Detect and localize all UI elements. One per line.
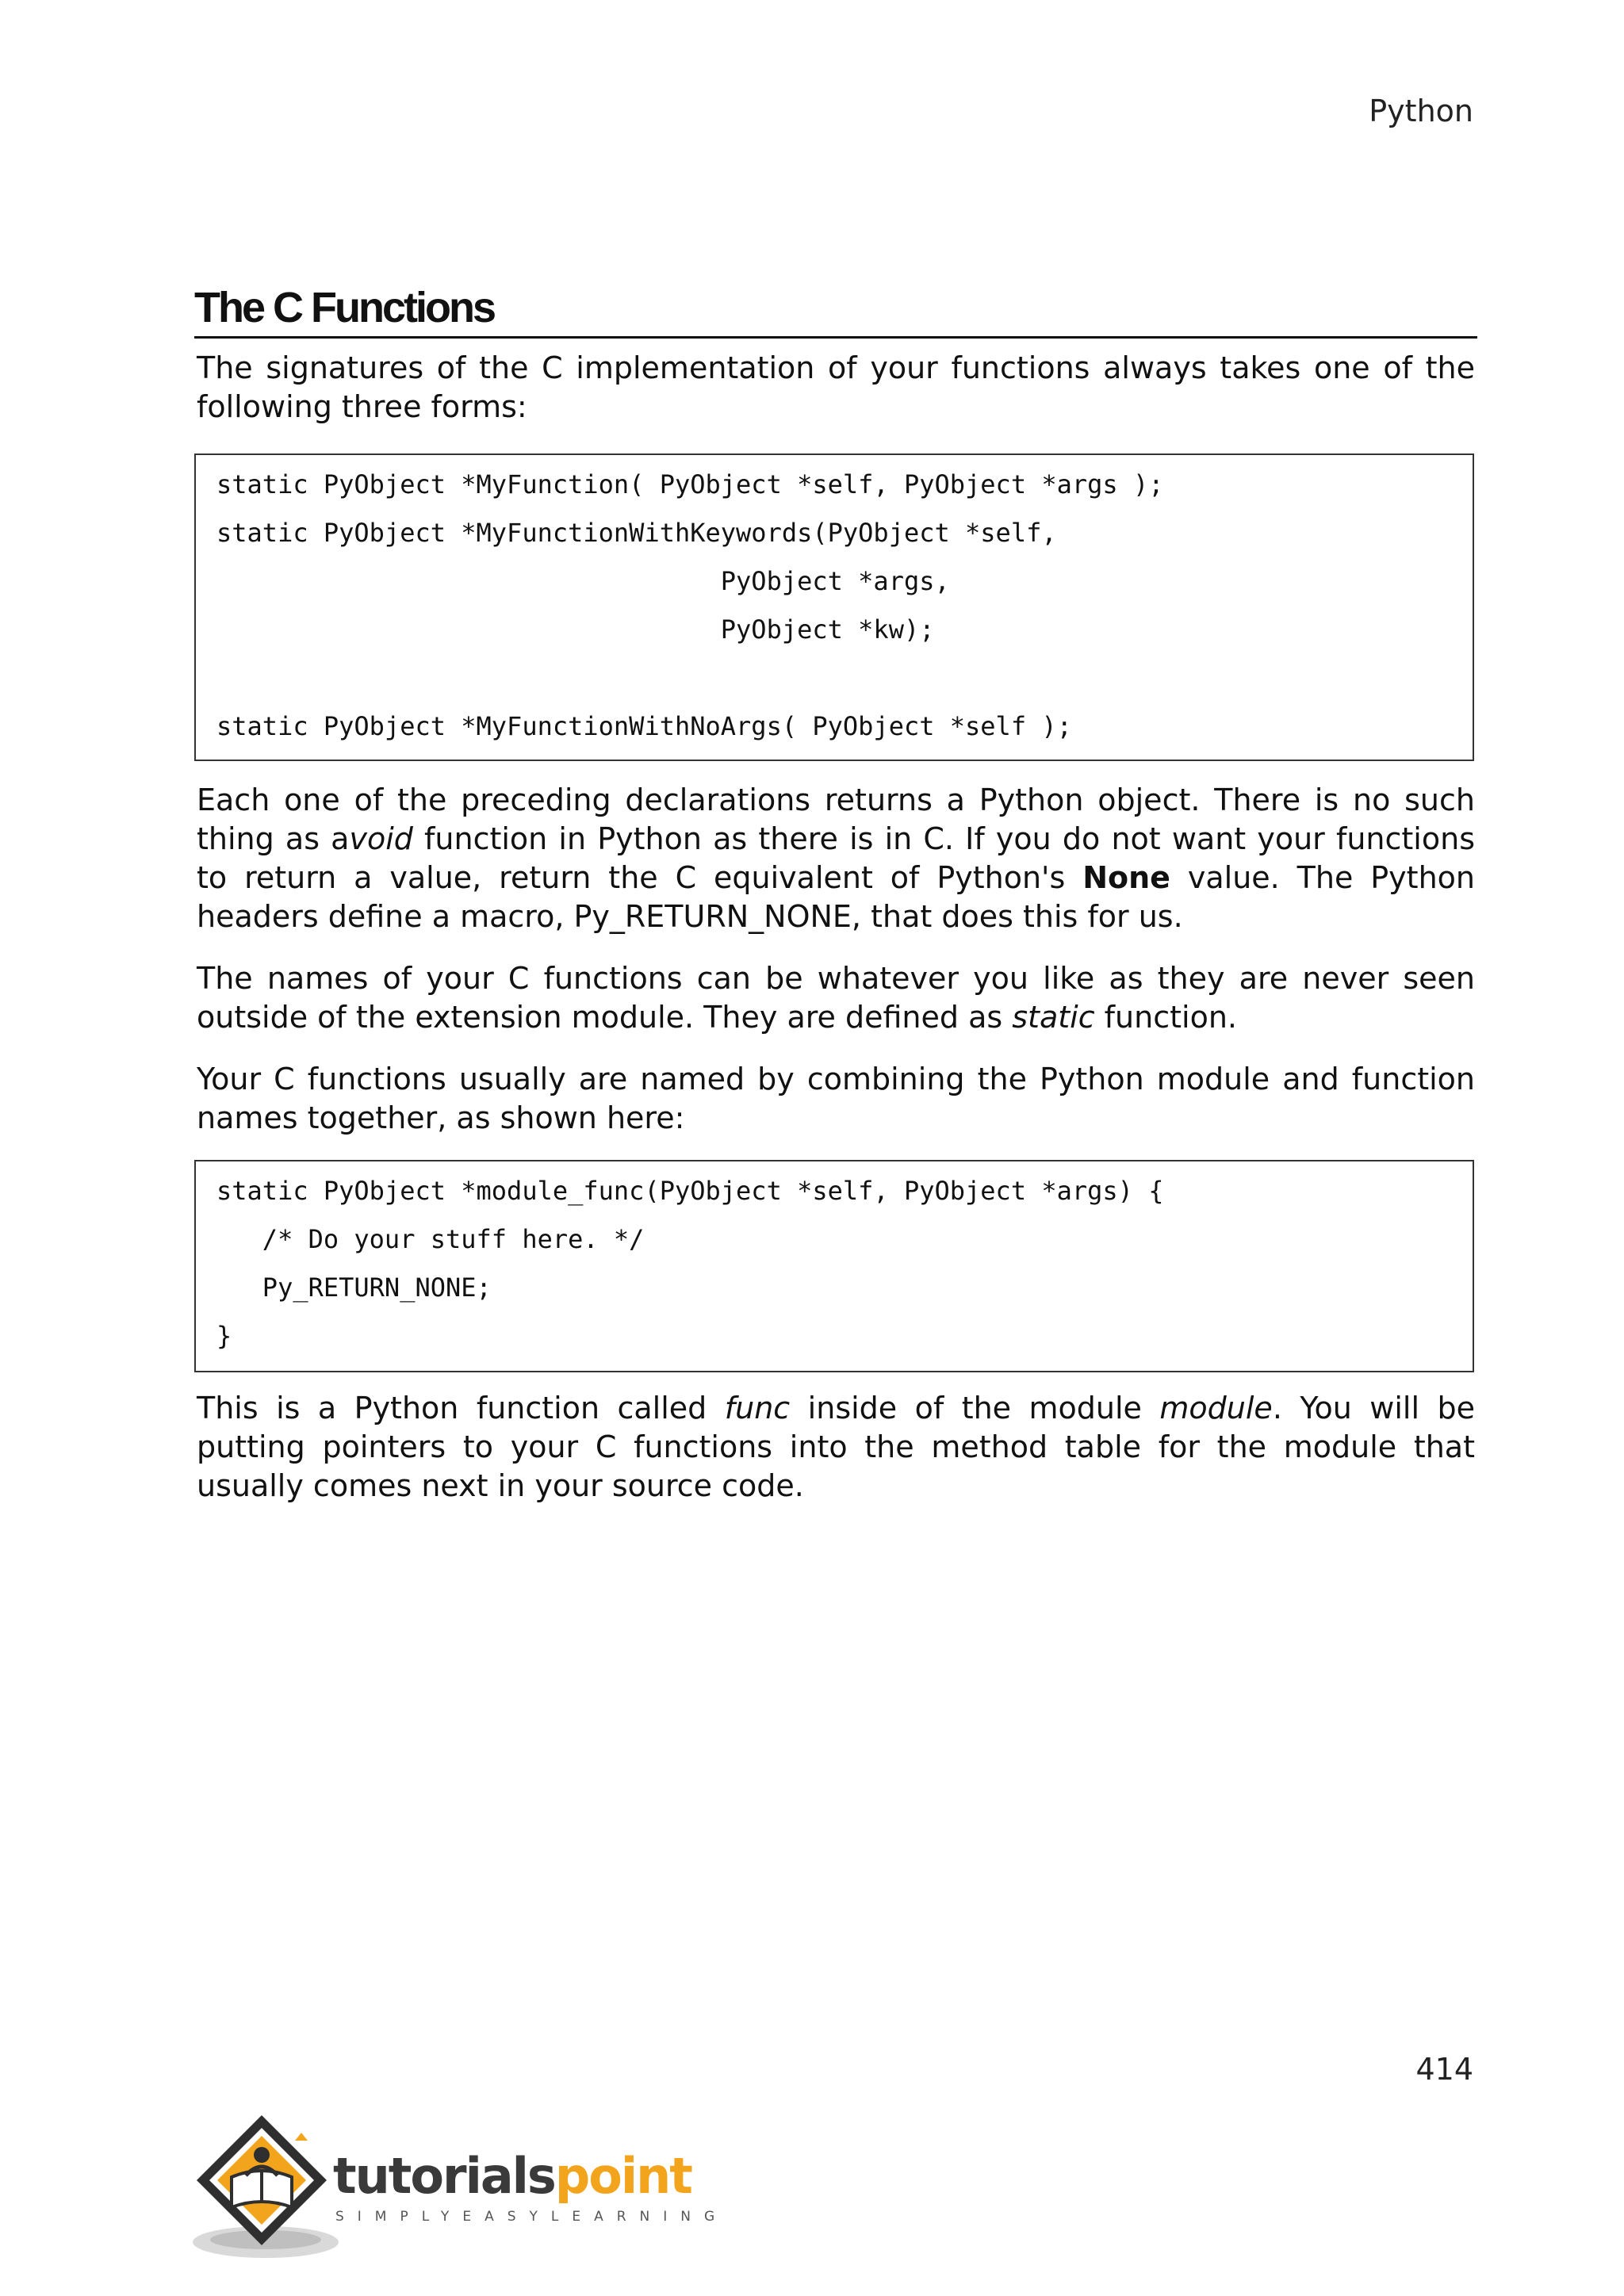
code-line: PyObject *kw);	[216, 614, 935, 645]
code-line: }	[216, 1321, 232, 1351]
page-number: 414	[1415, 2052, 1473, 2087]
code-line: static PyObject *module_func(PyObject *self, PyObject *args) {	[216, 1176, 1164, 1206]
logo-word-point: point	[554, 2147, 691, 2205]
text-run: function.	[1094, 1000, 1237, 1035]
code-line: Py_RETURN_NONE;	[216, 1272, 492, 1303]
text-run: . You will be putting pointers to your C functions into the method table for the module that usually comes next in your source code.	[197, 1391, 1476, 1503]
strong-none: None	[1082, 860, 1170, 895]
paragraph-method-table	[197, 1389, 1475, 1506]
logo-tagline: SIMPLYEASYLEARNING	[335, 2209, 729, 2225]
tutorialspoint-logo	[190, 2109, 729, 2267]
paragraph-naming: Your C functions usually are named by combining the Python module and function names together, as shown here:	[197, 1062, 1475, 1135]
code-line: static PyObject *MyFunctionWithNoArgs( PyObject *self );	[216, 711, 1072, 741]
code-line: /* Do your stuff here. */	[216, 1224, 645, 1254]
text-run: Each one of the preceding declarations returns a Python object. There is no such thing as a	[197, 783, 1475, 856]
paragraph-return-values	[197, 781, 1475, 936]
code-line: PyObject *args,	[216, 566, 950, 596]
logo-wordmark	[333, 2147, 691, 2205]
emphasis-void: void	[349, 821, 413, 856]
intro-paragraph: The signatures of the C implementation of your functions always takes one of the following three forms:	[197, 350, 1475, 424]
text-run: The names of your C functions can be whatever you like as they are never seen outside of the extension module. They are defined as	[197, 961, 1475, 1035]
code-block-signatures	[194, 453, 1474, 761]
code-block-module-func	[194, 1160, 1474, 1372]
section-title: The C Functions	[194, 282, 1477, 339]
code-line: static PyObject *MyFunction( PyObject *self, PyObject *args );	[216, 469, 1164, 499]
emphasis-module: module	[1159, 1391, 1273, 1425]
running-header: Python	[1369, 94, 1473, 128]
text-run: value. The Python headers define a macro, Py_RETURN_NONE, that does this for us.	[197, 860, 1475, 934]
text-run: inside of the module	[790, 1391, 1160, 1425]
code-line: static PyObject *MyFunctionWithKeywords(PyObject *self,	[216, 518, 1057, 548]
emphasis-static: static	[1012, 1000, 1095, 1035]
paragraph-function-names	[197, 959, 1475, 1037]
logo-word-tutorials: tutorials	[333, 2147, 555, 2205]
emphasis-func: func	[724, 1391, 791, 1425]
text-run: This is a Python function called	[197, 1391, 725, 1425]
text-run: function in Python as there is in C. If you do not want your functions to return a value, return the C equivalent of Python's	[197, 821, 1475, 895]
